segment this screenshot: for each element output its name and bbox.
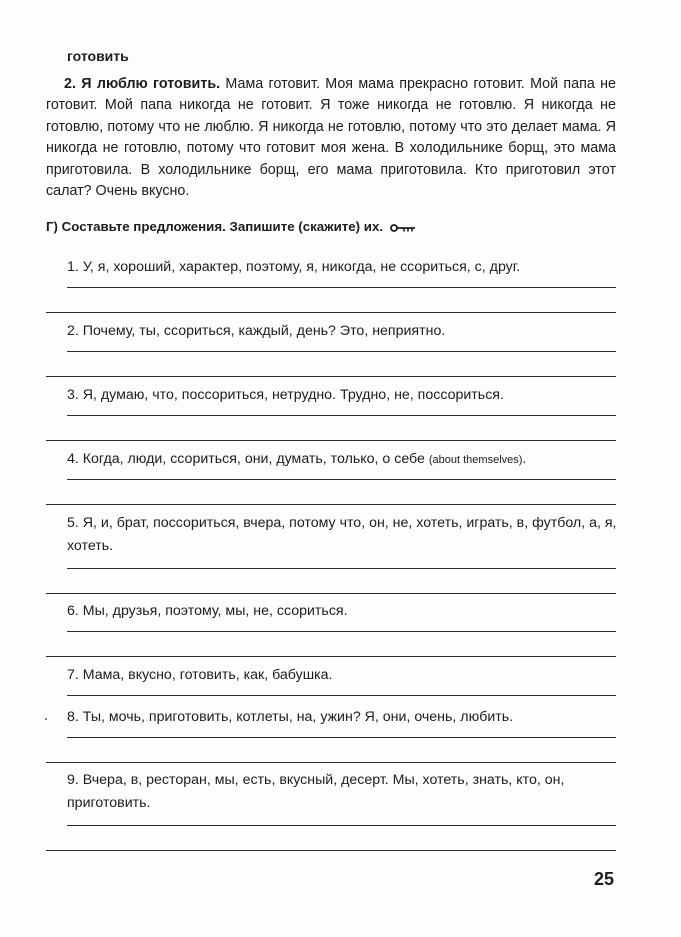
section-title	[46, 219, 416, 235]
exercise-text: 3. Я, думаю, что, поссориться, нетрудно. Трудно, не, поссориться.	[67, 387, 504, 403]
exercise-7	[67, 664, 619, 687]
writing-line[interactable]	[46, 440, 616, 441]
exercise-8	[67, 706, 619, 729]
exercise-text: 6. Мы, друзья, поэтому, мы, не, ссориться.	[67, 603, 348, 619]
reading-paragraph	[46, 74, 616, 202]
writing-line[interactable]	[67, 351, 616, 352]
writing-line[interactable]	[67, 568, 616, 569]
writing-line[interactable]	[46, 376, 616, 377]
writing-line[interactable]	[67, 737, 616, 738]
exercise-text: 2. Почему, ты, ссориться, каждый, день? Это, неприятно.	[67, 323, 446, 339]
exercise-5	[67, 512, 619, 558]
writing-line[interactable]	[46, 656, 616, 657]
exercise-note: (about themselves)	[428, 454, 523, 466]
writing-line[interactable]	[46, 593, 616, 594]
top-word: готовить	[67, 48, 129, 64]
exercise-9	[67, 769, 619, 815]
writing-line[interactable]	[67, 825, 616, 826]
paragraph-text: Мама готовит. Моя мама прекрасно готовит. Мой папа не готовит. Мой папа никогда не готовит. Я тоже никогда не готовлю. Я никогда не готовлю, потому что не люблю. Я никогда не готовлю, потому что это делает мама. Я никогда не готовлю, потому что готовит моя жена. В холодильнике борщ, это мама приготовила. В холодильнике борщ, его мама приготовила. Кто приготовил этот салат? Очень вкусно.	[46, 76, 616, 200]
scan-speck	[45, 718, 47, 720]
paragraph-heading: Я люблю готовить.	[81, 76, 221, 92]
exercise-main-text: 4. Когда, люди, ссориться, они, думать, только, о себе	[67, 451, 425, 467]
paragraph-number: 2.	[64, 76, 76, 92]
writing-line[interactable]	[46, 312, 616, 313]
writing-line[interactable]	[46, 850, 616, 851]
exercise-text	[67, 448, 619, 472]
exercise-6	[67, 600, 619, 623]
exercise-end: .	[522, 451, 527, 467]
key-icon	[390, 220, 416, 235]
exercise-text: 5. Я, и, брат, поссориться, вчера, потому что, он, не, хотеть, играть, в, футбол, а, я, хотеть.	[67, 515, 617, 554]
writing-line[interactable]	[67, 695, 616, 696]
exercise-text: 9. Вчера, в, ресторан, мы, есть, вкусный, десерт. Мы, хотеть, знать, кто, он, приготовить.	[67, 772, 565, 811]
exercise-text: 1. У, я, хороший, характер, поэтому, я, никогда, не ссориться, с, друг.	[67, 259, 521, 275]
writing-line[interactable]	[67, 287, 616, 288]
writing-line[interactable]	[67, 479, 616, 480]
exercise-2	[67, 320, 619, 343]
section-title-text: Г) Составьте предложения. Запишите (скажите) их.	[46, 219, 384, 234]
writing-line[interactable]	[67, 631, 616, 632]
page-number: 25	[594, 869, 615, 889]
exercise-3	[67, 384, 619, 407]
exercise-text: 8. Ты, мочь, приготовить, котлеты, на, ужин? Я, они, очень, любить.	[67, 709, 514, 725]
exercise-1	[67, 256, 619, 279]
exercise-4	[67, 448, 619, 472]
writing-line[interactable]	[67, 415, 616, 416]
writing-line[interactable]	[46, 762, 616, 763]
exercise-text: 7. Мама, вкусно, готовить, как, бабушка.	[67, 667, 333, 683]
writing-line[interactable]	[46, 504, 616, 505]
